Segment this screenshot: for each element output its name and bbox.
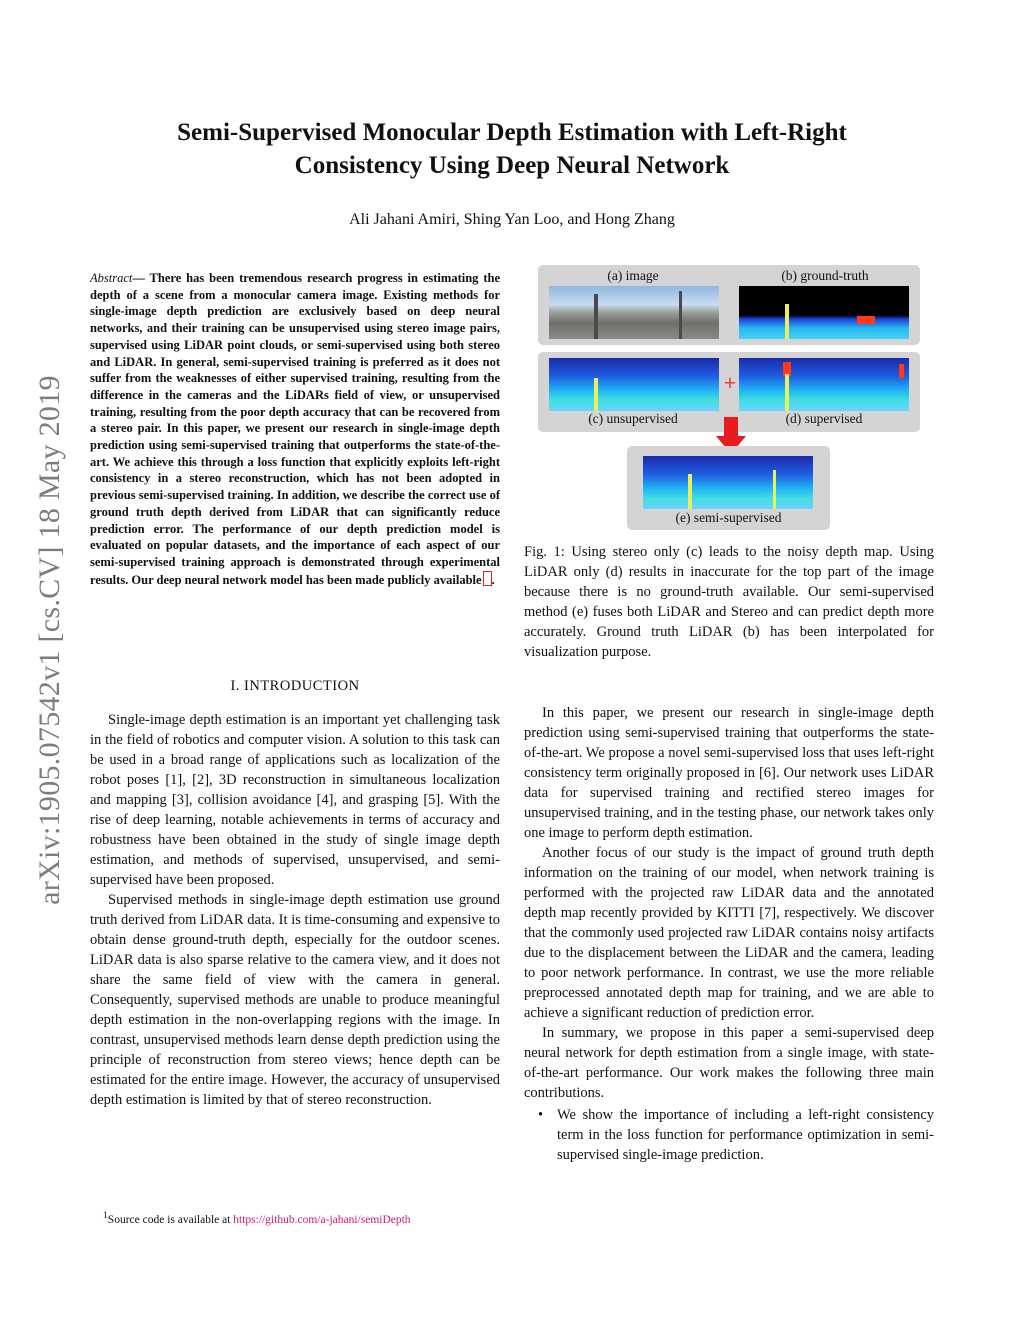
abstract (90, 270, 500, 588)
intro-paragraph: Supervised methods in single-image depth estimation use ground truth derived from LiDAR data. It is time-consuming and expensive to obtain dense ground-truth depth, especially for the outdoor scenes. LiDAR data is also sparse relative to the camera view, and it does not share the same field of view with the camera in general. Consequently, supervised methods are unable to produce meaningful depth estimation in the non-overlapping regions with the image. In contrast, unsupervised methods learn dense depth prediction using the principle of reconstruction from stereo views; hence depth can be estimated for the entire image. However, the accuracy of unsupervised depth estimation is limited by that of stereo reconstruction. (90, 892, 500, 1108)
contributions-list (524, 1105, 934, 1165)
arxiv-stamp (30, 340, 70, 940)
abstract-end: . (491, 572, 495, 587)
plus-sign: + (723, 370, 737, 395)
section-heading: I. INTRODUCTION (230, 678, 360, 694)
ground-truth-image (739, 286, 909, 339)
footnote-text: Source code is available at (107, 1213, 234, 1226)
right-paragraph: In this paper, we present our research in single-image depth prediction using semi-supervised training that outperforms the state-of-the-art. We propose a novel semi-supervised loss that uses left-right consistency term originally proposed in [6]. Our network uses LiDAR data for supervised training and rectified stereo images for unsupervised training, and in the testing phase, our network takes only one image to perform depth estimation. (524, 705, 934, 841)
unsupervised-depth-image (549, 358, 719, 411)
label-c: (c) unsupervised (588, 411, 678, 426)
right-paragraph: Another focus of our study is the impact of ground truth depth information on the training of our model, when network training is performed with the projected raw LiDAR data and the annotated depth map recently provided by KITTI [7], respectively. We discover that the commonly used projected raw LiDAR contains noisy artifacts due to the displacement between the LiDAR and the camera, leading to poor network performance. In contrast, we use the more reliable preprocessed annotated depth map for training, and we are able to achieve a significant reduction of prediction error. (524, 845, 934, 1021)
footnote-link[interactable]: https://github.com/a-jahani/semiDepth (233, 1213, 411, 1226)
list-item: • We show the importance of including a left-right consistency term in the loss function for performance optimization in semi-supervised single-image prediction. (524, 1105, 934, 1165)
right-column (524, 703, 934, 1165)
label-e: (e) semi-supervised (675, 510, 782, 525)
abstract-label: Abstract (90, 271, 133, 285)
footnote-link-box[interactable] (483, 571, 492, 586)
label-a: (a) image (607, 268, 659, 283)
rgb-image (549, 286, 719, 339)
title-line-1: Semi-Supervised Monocular Depth Estimation with Left-Right (177, 119, 847, 146)
footnote-mark: 1 (103, 1210, 108, 1221)
title-line-2: Consistency Using Deep Neural Network (294, 152, 730, 179)
paper-title (100, 116, 924, 182)
semi-supervised-depth-image (643, 456, 813, 509)
supervised-depth-image (739, 358, 909, 411)
label-d: (d) supervised (785, 411, 863, 426)
footnote (103, 1210, 503, 1226)
right-paragraph: In summary, we propose in this paper a semi-supervised deep neural network for depth estimation from a single image, with state-of-the-art performance. Our work makes the following three main contributions. (524, 1025, 934, 1101)
figure-caption: Fig. 1: Using stereo only (c) leads to the noisy depth map. Using LiDAR only (d) results in inaccurate for the top part of the image because there is no ground-truth available. Our semi-supervised method (e) fuses both LiDAR and Stereo and can predict depth more accurately. Ground truth LiDAR (b) has been interpolated for visualization purpose. (524, 544, 934, 660)
arxiv-stamp-text: arXiv:1905.07542v1 [cs.CV] 18 May 2019 (33, 375, 66, 905)
intro-paragraph: Single-image depth estimation is an important yet challenging task in the field of robotics and computer vision. A solution to this task can be used in a broad range of applications such as localization of the robot poses [1], [2], 3D reconstruction in simultaneous localization and mapping [3], collision avoidance [4], and grasping [5]. With the rise of deep learning, notable achievements in terms of accuracy and robustness have been obtained in the study of single image depth estimation, and methods of supervised, unsupervised, and semi-supervised have been proposed. (90, 712, 500, 888)
abstract-text: — There has been tremendous research progress in estimating the depth of a scene from a monocular camera image. Existing methods for single-image depth prediction are exclusively based on deep neural networks, and their training can be unsupervised using stereo image pairs, supervised using LiDAR point clouds, or semi-supervised using both stereo and LiDAR. In general, semi-supervised training is preferred as it does not suffer from the weaknesses of either supervised training, resulting from the difference in the cameras and the LiDARs field of view, or unsupervised training, resulting from the poor depth accuracy that can be recovered from a stereo pair. In this paper, we present our research in single-image depth prediction using semi-supervised training that outperforms the state-of-the-art. We achieve this through a loss function that explicitly exploits left-right consistency in a stereo reconstruction, which has not been adopted in previous semi-supervised training. In addition, we describe the correct use of ground truth depth derived from LiDAR that can significantly reduce prediction error. The performance of our depth prediction model is evaluated on popular datasets, and the importance of each aspect of our semi-supervised training approach is demonstrated through experimental results. Our deep neural network model has been made publicly available (90, 271, 500, 587)
label-b: (b) ground-truth (781, 268, 869, 283)
authors: Ali Jahani Amiri, Shing Yan Loo, and Hong Zhang (349, 211, 675, 228)
intro-column (90, 710, 500, 1110)
arrow-shaft (724, 417, 738, 437)
